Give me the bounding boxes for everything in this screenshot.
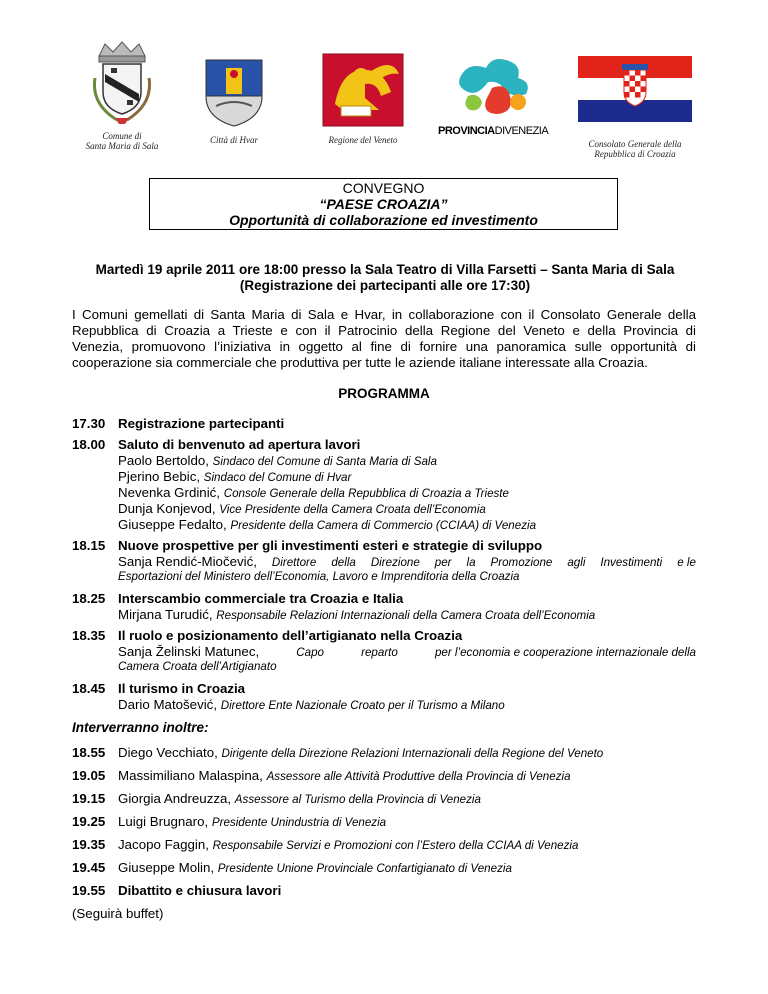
speaker-role-word: reparto	[361, 646, 398, 659]
speaker-line	[118, 517, 536, 532]
speaker-role-word: Direzione	[370, 556, 420, 569]
speaker-name: Jacopo Faggin,	[118, 837, 209, 852]
speaker-name: Sanja Želinski Matunec,	[118, 644, 260, 659]
speaker-name: Mirjana Turudić,	[118, 607, 213, 622]
speaker-role: Assessore alle Attività Produttive della Provincia di Venezia	[266, 770, 571, 783]
speaker-role: Assessore al Turismo della Provincia di Venezia	[234, 793, 481, 806]
speaker-role-word: agli	[567, 556, 586, 569]
logo-provincia-venezia	[438, 52, 548, 137]
also-time: 19.45	[72, 860, 106, 875]
santa-maria-di-sala-crest-icon	[77, 38, 167, 124]
program-time: 17.30	[72, 416, 106, 431]
also-heading: Interverranno inoltre:	[72, 720, 209, 735]
intro-line: Repubblica di Croazia a Trieste e con il Patrocinio della Regione del Veneto e della Provincia di	[72, 323, 696, 338]
speaker-role: Console Generale della Repubblica di Croazia a Trieste	[223, 487, 509, 500]
speaker-name: Dario Matošević,	[118, 697, 218, 712]
also-speaker	[118, 814, 386, 829]
speaker-role-word: Promozione	[490, 556, 553, 569]
program-time: 18.25	[72, 591, 106, 606]
intro-line: cooperazione sia commerciale che produttiva per tutte le aziende italiane interessate alla Croazia.	[72, 355, 648, 370]
speaker-line	[118, 501, 486, 516]
speaker-name: Paolo Bertoldo,	[118, 453, 209, 468]
speaker-role-word: per	[434, 556, 452, 569]
provincia-venezia-mark-icon	[448, 52, 538, 118]
also-speaker	[118, 768, 571, 783]
speaker-role-word: la	[466, 556, 476, 569]
also-speaker	[118, 837, 578, 852]
closing-time: 19.55	[72, 883, 106, 898]
also-time: 18.55	[72, 745, 106, 760]
speaker-line	[118, 644, 696, 659]
program-time: 18.15	[72, 538, 106, 553]
speaker-role: Direttore Ente Nazionale Croato per il Turismo a Milano	[220, 699, 505, 712]
event-registration: (Registrazione dei partecipanti alle ore 17:30)	[239, 278, 531, 293]
logo-caption: Comune di	[102, 131, 142, 141]
speaker-name: Giuseppe Molin,	[118, 860, 215, 875]
speaker-role: Responsabile Relazioni Internazionali della Camera Croata dell’Economia	[216, 609, 596, 622]
wordmark-part: VENEZIA	[504, 125, 549, 137]
speaker-role: Presidente della Camera di Commercio (CCIAA) di Venezia	[230, 519, 537, 532]
logo-veneto	[318, 52, 408, 145]
speaker-role-word: Direttore	[271, 556, 317, 569]
program-heading: PROGRAMMA	[338, 386, 430, 401]
speaker-role: Camera Croata dell’Artigianato	[118, 660, 277, 673]
speaker-name: Massimiliano Malaspina,	[118, 768, 263, 783]
program-title: Nuove prospettive per gli investimenti esteri e strategie di sviluppo	[118, 538, 543, 553]
logo-caption: Regione del Veneto	[328, 135, 398, 145]
also-time: 19.05	[72, 768, 106, 783]
also-time: 19.35	[72, 837, 106, 852]
program-title: Il ruolo e posizionamento dell’artigianato nella Croazia	[118, 628, 463, 643]
speaker-role: Sindaco del Comune di Hvar	[203, 471, 352, 484]
speaker-role: Esportazioni del Ministero dell’Economia, Lavoro e Imprenditoria della Croazia	[118, 570, 520, 583]
speaker-role-word: per l’economia e cooperazione internazionale della	[434, 646, 696, 659]
speaker-name: Pjerino Bebic,	[118, 469, 201, 484]
speaker-role: Sindaco del Comune di Santa Maria di Sala	[212, 455, 437, 468]
program-time: 18.45	[72, 681, 106, 696]
speaker-role: Presidente Unione Provinciale Confartigianato di Venezia	[217, 862, 512, 875]
also-time: 19.15	[72, 791, 106, 806]
speaker-role-word: della	[331, 556, 356, 569]
logo-caption: Repubblica di Croazia	[594, 149, 676, 159]
speaker-role-word: e le	[677, 556, 696, 569]
veneto-lion-icon	[321, 52, 405, 128]
provincia-venezia-wordmark	[438, 125, 548, 137]
speaker-line	[118, 554, 696, 569]
speaker-name: Luigi Brugnaro,	[118, 814, 209, 829]
logo-consolato-croazia	[570, 56, 700, 159]
hvar-crest-icon	[202, 56, 266, 128]
logo-santa-maria-di-sala	[72, 38, 172, 151]
closing-title: Dibattito e chiusura lavori	[118, 883, 282, 898]
program-title: Saluto di benvenuto ad apertura lavori	[118, 437, 361, 452]
title-box	[149, 178, 618, 230]
speaker-role: Responsabile Servizi e Promozioni con l’Estero della CCIAA di Venezia	[212, 839, 579, 852]
also-speaker	[118, 860, 512, 875]
speaker-role: Dirigente della Direzione Relazioni Internazionali della Regione del Veneto	[221, 747, 604, 760]
title-convegno: CONVEGNO	[342, 180, 425, 196]
speaker-role-word: Investimenti	[600, 556, 663, 569]
intro-line: I Comuni gemellati di Santa Maria di Sala e Hvar, in collaborazione con il Consolato Generale della	[72, 307, 696, 322]
title-subtitle: Opportunità di collaborazione ed investimento	[229, 212, 538, 228]
speaker-name: Sanja Rendić-Miočević,	[118, 554, 257, 569]
speaker-line	[118, 607, 595, 622]
footer-note: (Seguirà buffet)	[72, 906, 164, 921]
also-speaker	[118, 791, 481, 806]
speaker-line	[118, 469, 351, 484]
program-title: Il turismo in Croazia	[118, 681, 246, 696]
wordmark-part: DI	[494, 125, 505, 137]
program-title: Registrazione partecipanti	[118, 416, 285, 431]
speaker-name: Dunja Konjevod,	[118, 501, 216, 516]
speaker-name: Diego Vecchiato,	[118, 745, 218, 760]
logo-caption: Città di Hvar	[209, 135, 258, 145]
logo-caption: Santa Maria di Sala	[85, 141, 159, 151]
speaker-line	[118, 697, 505, 712]
speaker-name: Giorgia Andreuzza,	[118, 791, 232, 806]
logo-caption: Consolato Generale della	[588, 139, 682, 149]
speaker-line	[118, 485, 509, 500]
croatia-flag-icon	[578, 56, 692, 122]
speaker-role: Vice Presidente della Camera Croata dell’Economia	[219, 503, 486, 516]
program-time: 18.00	[72, 437, 106, 452]
intro-line: Venezia, promuovono l’iniziativa in oggetto al fine di fornire una panoramica sulle opportunità di	[72, 339, 696, 354]
speaker-name: Giuseppe Fedalto,	[118, 517, 227, 532]
logo-hvar	[194, 56, 274, 145]
speaker-role-word: Capo	[296, 646, 324, 659]
program-title: Interscambio commerciale tra Croazia e Italia	[118, 591, 404, 606]
program-time: 18.35	[72, 628, 106, 643]
also-speaker	[118, 745, 603, 760]
speaker-name: Nevenka Grdinić,	[118, 485, 220, 500]
also-time: 19.25	[72, 814, 106, 829]
speaker-role: Presidente Unindustria di Venezia	[211, 816, 387, 829]
wordmark-part: PROVINCIA	[438, 125, 495, 137]
intro-paragraph	[72, 307, 696, 371]
speaker-line	[118, 453, 437, 468]
title-paese-croazia: “PAESE CROAZIA”	[319, 196, 448, 212]
event-date-location: Martedì 19 aprile 2011 ore 18:00 presso la Sala Teatro di Villa Farsetti – Santa Maria di Sala	[95, 262, 675, 277]
